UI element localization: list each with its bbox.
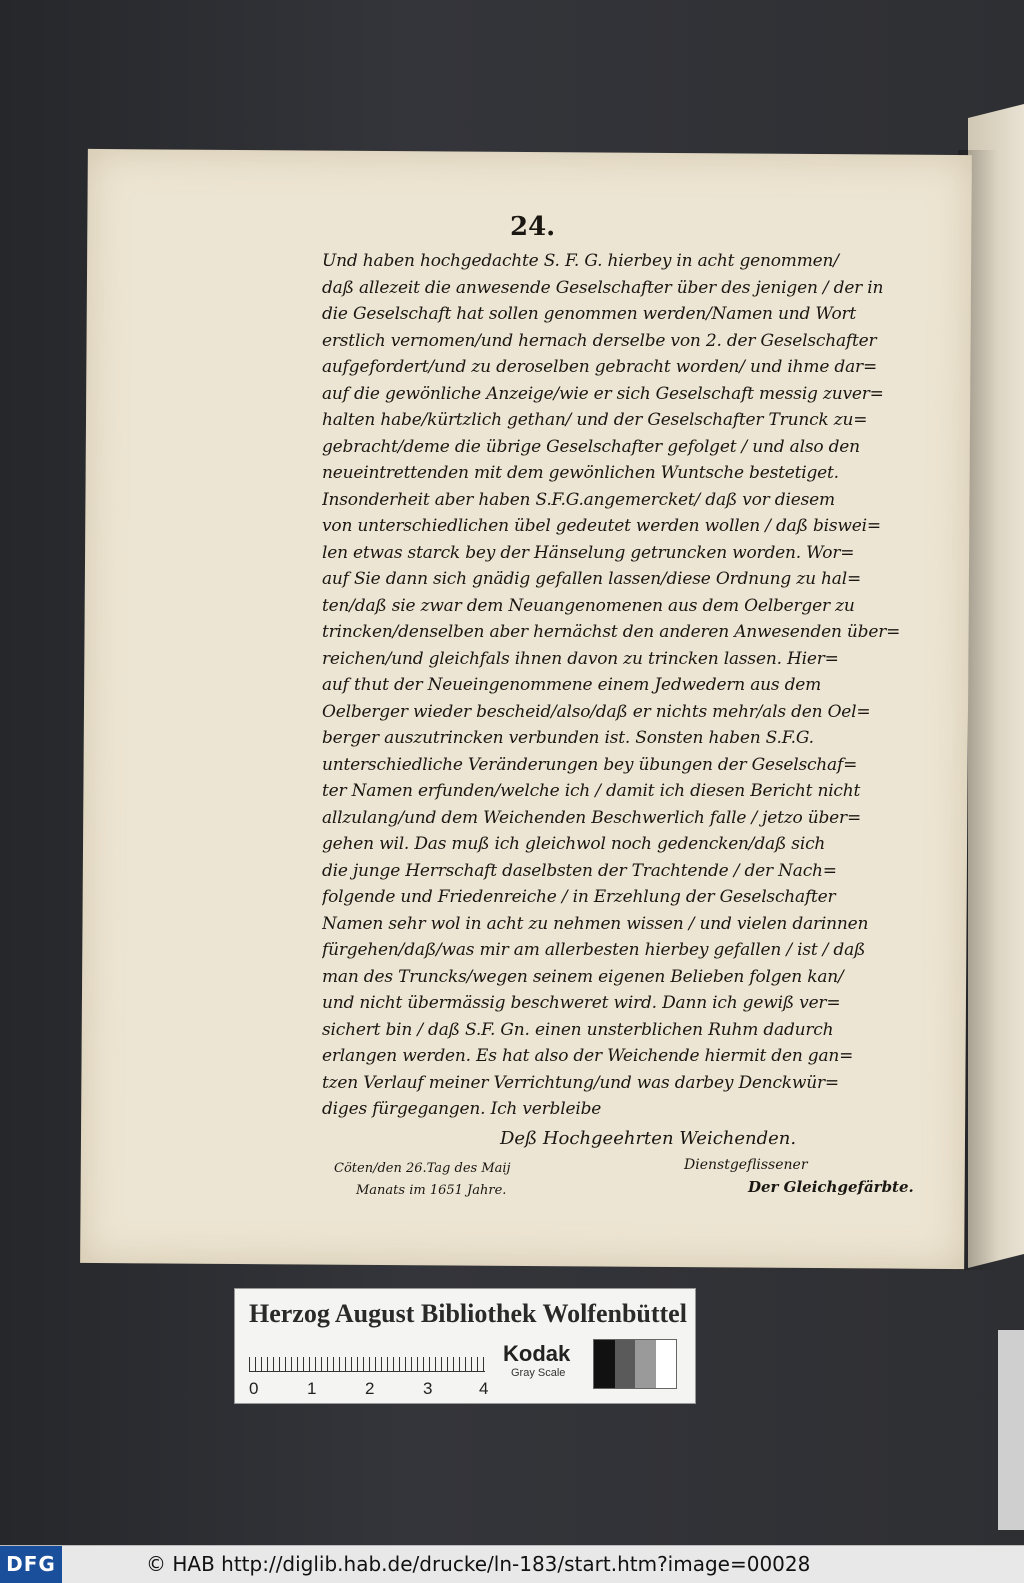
- gray-swatches: [593, 1339, 677, 1389]
- ruler-number: 4: [479, 1379, 489, 1398]
- text-line: gehen wil. Das muß ich gleichwol noch gedencken/daß sich: [322, 834, 826, 854]
- text-line: erlangen werden. Es hat also der Weichende hiermit den gan=: [322, 1046, 854, 1066]
- text-line: man des Truncks/wegen seinem eigenen Belieben folgen kan/: [322, 966, 844, 987]
- copyright-link[interactable]: © HAB http://diglib.hab.de/drucke/ln-183/start.htm?image=00028: [146, 1552, 811, 1576]
- text-line: erstlich vernomen/und hernach derselbe von 2. der Geselschafter: [322, 330, 877, 351]
- text-line: halten habe/kürtzlich gethan/ und der Geselschafter Trunck zu=: [322, 410, 868, 430]
- text-line: sichert bin / daß S.F. Gn. einen unsterblichen Ruhm dadurch: [322, 1019, 834, 1040]
- text-line: neueintrettenden mit dem gewönlichen Wuntsche bestetiget.: [322, 463, 839, 483]
- text-line: von unterschiedlichen übel gedeutet werden wollen / daß biswei=: [322, 516, 881, 536]
- ruler-number: 2: [365, 1379, 375, 1398]
- text-line: daß allezeit die anwesende Geselschafter über des jenigen / der in: [322, 277, 884, 298]
- place-date: [334, 1158, 511, 1202]
- signature-line: Dienstgeflissener: [684, 1157, 808, 1173]
- color-target-card: [234, 1288, 696, 1404]
- gray-swatch: [594, 1340, 615, 1388]
- text-line: Namen sehr wol in acht zu nehmen wissen / und vielen darinnen: [322, 913, 869, 934]
- footer-bar: [0, 1545, 1024, 1583]
- text-line: Insonderheit aber haben S.F.G.angemercket/ daß vor diesem: [322, 489, 835, 510]
- text-line: aufgefordert/und zu deroselben gebracht worden/ und ihme dar=: [322, 357, 877, 377]
- text-line: auf thut der Neueingenommene einem Jedwedern aus dem: [322, 675, 822, 695]
- gray-swatch: [656, 1340, 677, 1388]
- place-date-line: Cöten/den 26.Tag des Maij: [334, 1161, 511, 1176]
- ruler-number: 3: [423, 1379, 433, 1398]
- text-line: auf Sie dann sich gnädig gefallen lassen/diese Ordnung zu hal=: [322, 569, 861, 589]
- scanner-strip: [998, 1330, 1024, 1530]
- scale-ruler: [249, 1345, 485, 1372]
- closing-salutation: Deß Hochgeehrten Weichenden.: [500, 1128, 797, 1149]
- page-number: 24.: [510, 212, 556, 242]
- text-line: Oelberger wieder bescheid/also/daß er nichts mehr/als den Oel=: [322, 701, 871, 722]
- text-line: berger auszutrincken verbunden ist. Sonsten haben S.F.G.: [322, 728, 814, 748]
- gray-swatch: [615, 1340, 636, 1388]
- text-line: Und haben hochgedachte S. F. G. hierbey in acht genommen/: [322, 251, 839, 271]
- body-text: [322, 248, 922, 1123]
- library-name: Herzog August Bibliothek Wolfenbüttel: [249, 1299, 687, 1328]
- ruler-number: 0: [249, 1379, 259, 1398]
- dfg-logo: DFG: [0, 1546, 62, 1583]
- text-line: ter Namen erfunden/welche ich / damit ich diesen Bericht nicht: [322, 781, 861, 801]
- place-date-line: Manats im 1651 Jahre.: [356, 1183, 507, 1198]
- gray-swatch: [635, 1340, 656, 1388]
- text-line: und nicht übermässig beschweret wird. Dann ich gewiß ver=: [322, 993, 841, 1013]
- text-line: die Geselschaft hat sollen genommen werden/Namen und Wort: [322, 304, 857, 324]
- text-line: folgende und Friedenreiche / in Erzehlung der Geselschafter: [322, 887, 836, 907]
- text-line: reichen/und gleichfals ihnen davon zu trincken lassen. Hier=: [322, 648, 839, 669]
- text-line: ten/daß sie zwar dem Neuangenomenen aus dem Oelberger zu: [322, 595, 855, 616]
- text-line: tzen Verlauf meiner Verrichtung/und was darbey Denckwür=: [322, 1072, 839, 1093]
- text-line: die junge Herrschaft daselbsten der Trachtende / der Nach=: [322, 860, 837, 881]
- signature-line: Der Gleichgefärbte.: [748, 1178, 914, 1196]
- text-line: fürgehen/daß/was mir am allerbesten hierbey gefallen / ist / daß: [322, 940, 866, 960]
- text-line: unterschiedliche Veränderungen bey übungen der Geselschaf=: [322, 754, 858, 775]
- kodak-logo: Kodak: [503, 1341, 571, 1366]
- signature: [684, 1154, 914, 1198]
- text-line: allzulang/und dem Weichenden Beschwerlich falle / jetzo über=: [322, 807, 862, 828]
- ruler-number: 1: [307, 1379, 317, 1398]
- gray-scale-label: Gray Scale: [511, 1367, 566, 1379]
- text-line: diges fürgegangen. Ich verbleibe: [322, 1099, 602, 1119]
- text-line: gebracht/deme die übrige Geselschafter gefolget / und also den: [322, 436, 860, 457]
- text-line: len etwas starck bey der Hänselung getruncken worden. Wor=: [322, 542, 855, 563]
- text-line: trincken/denselben aber hernächst den anderen Anwesenden über=: [322, 622, 901, 642]
- text-line: auf die gewönliche Anzeige/wie er sich Geselschaft messig zuver=: [322, 383, 884, 404]
